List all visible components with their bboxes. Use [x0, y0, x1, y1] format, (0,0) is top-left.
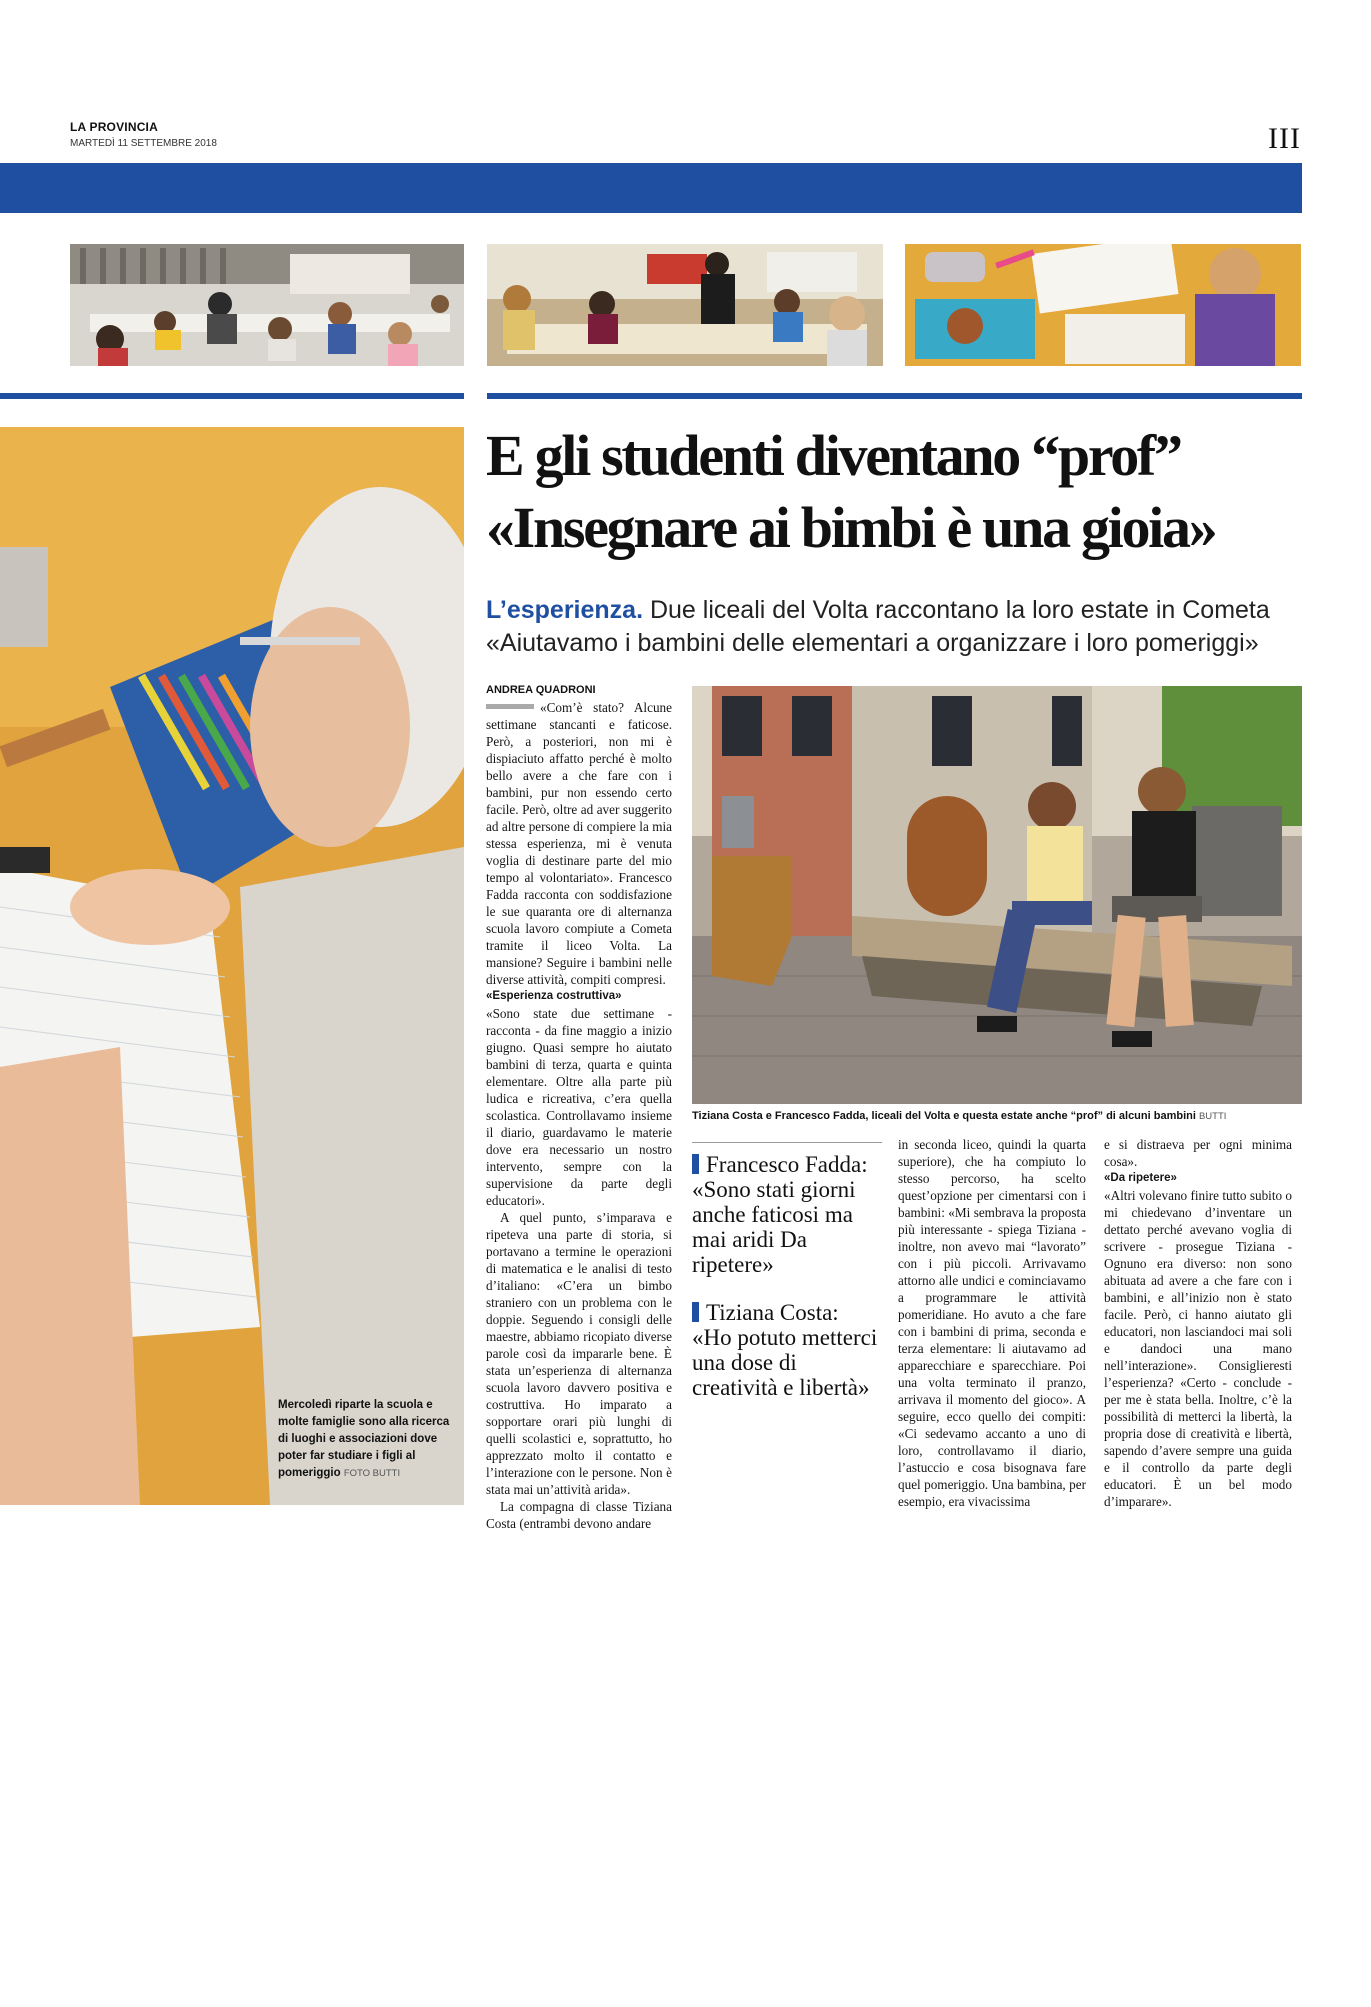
column-3	[898, 1136, 1086, 1510]
quote-tiziana-name: Tiziana Costa:	[706, 1300, 839, 1325]
dateline: MARTEDÌ 11 SETTEMBRE 2018	[70, 138, 217, 149]
subhead-da-ripetere: «Da ripetere»	[1104, 1172, 1177, 1184]
headline	[486, 420, 1306, 564]
quote-francesco	[692, 1152, 882, 1277]
photo-caption-credit: BUTTI	[1198, 1111, 1227, 1122]
masthead: LA PROVINCIA	[70, 120, 158, 134]
main-photo-students	[692, 686, 1302, 1104]
rule-right	[487, 393, 1302, 399]
col4-paragraph-1: e si distraeva per ogni minima cosa».	[1104, 1137, 1292, 1169]
top-photo-activity	[487, 244, 883, 366]
left-photo-caption	[278, 1397, 458, 1482]
byline-rule	[486, 704, 534, 709]
kicker-text-2: «Aiutavamo i bambini delle elementari a organizzare i loro pomeriggi»	[486, 629, 1259, 657]
quote-tiziana-text: «Ho potuto metterci una dose di creatività e libertà»	[692, 1325, 878, 1400]
column-1	[486, 699, 672, 1532]
column-4	[1104, 1136, 1292, 1510]
top-photo-drawing	[905, 244, 1301, 366]
col1-paragraph-1: «Com’è stato? Alcune settimane stancanti e faticose. Però, a posteriori, non mi è dispiaciuto affatto perché è molto bello avere a che fare con i bambini, pur non essendo certo facile. Però, oltre ad aver suggerito ad altre persone di compiere la mia stessa esperienza, mi è venuta voglia di destinare parte del mio tempo al volontariato». Francesco Fadda racconta con soddisfazione le sue quaranta ore di alternanza scuola lavoro compiute a Cometa tramite il liceo Volta. La mansione? Seguire i bambini nelle diverse attività, compiti compresi.	[486, 700, 672, 987]
quote-bar	[692, 1154, 699, 1174]
kicker-text-1: Due liceali del Volta raccontano la loro estate in Cometa	[643, 596, 1270, 624]
headline-line-1: E gli studenti diventano “prof”	[486, 423, 1181, 488]
col3-paragraph-1: in seconda liceo, quindi la quarta superiore), che ha compiuto lo stesso percorso, ha scelto quest’opzione per cimentarsi con i bambini: «Mi sembrava la proposta più interessante - spiega Tiziana - inoltre, non avevo mai “lavorato” con i più piccoli. Arrivavamo attorno alle undici e cominciavamo a programmare le attività pomeridiane. Ho avuto a che fare con i bambini di prima, seconda e terza elementare: li aiutavamo ad apparecchiare e sparecchiare. Poi una volta terminato il pranzo, arrivava il momento del gioco». A seguire, ecco quello dei compiti: «Ci sedevamo accanto a uno di loro, controllavamo il diario, l’astuccio e cosa bisognava fare quel pomeriggio. Una bambina, per esempio, era vivacissima	[898, 1137, 1086, 1509]
left-caption-text: Mercoledì riparte la scuola e molte famiglie sono alla ricerca di luoghi e associazioni dove poter far studiare i figli al pomeriggio	[278, 1399, 450, 1479]
header-blue-band	[0, 163, 1302, 213]
quote-francesco-name: Francesco Fadda:	[706, 1152, 868, 1177]
photo-caption-text: Tiziana Costa e Francesco Fadda, liceali del Volta e questa estate anche “prof” di alcuni bambini	[692, 1110, 1196, 1122]
left-caption-credit: FOTO BUTTI	[343, 1468, 401, 1479]
page-number: III	[1268, 122, 1301, 155]
col1-paragraph-2: «Sono state due settimane - racconta - da fine maggio a inizio giugno. Quasi sempre ho aiutato bambini di terza, quarta e quinta elementare. Oltre alla parte più ludica e ricreativa, c’era quella scolastica. Controllavamo insieme il diario, guardavamo le materie dove era necessario un nostro intervento, sempre con la supervisione da parte degli educatori».	[486, 1006, 672, 1208]
quote-bar	[692, 1302, 699, 1322]
byline: ANDREA QUADRONI	[486, 684, 596, 696]
top-photo-classroom	[70, 244, 464, 366]
quote-top-rule	[692, 1142, 882, 1143]
photo-caption	[692, 1108, 1302, 1125]
rule-left	[0, 393, 464, 399]
headline-line-2: «Insegnare ai bimbi è una gioia»	[486, 495, 1216, 560]
kicker-label: L’esperienza.	[486, 596, 644, 624]
col4-paragraph-2: «Altri volevano finire tutto subito o mi chiedevano d’inventare un dettato perché avevano voglia di scrivere - prosegue Tiziana - Ognuno era diverso: non sono abituata ad avere a che fare con i bambini, e all’inizio non è stato facile. Però, ci hanno aiutato gli educatori, non lasciandoci mai soli e dandoci una mano nell’interazione». Consiglieresti l’esperienza? «Certo - conclude - per me è stata bella. Inoltre, c’è la possibilità di metterci la libertà, la propria dose di creatività e libertà, sapendo d’avere sempre una guida e il controllo da parte degli educatori. È un bel modo d’imparare».	[1104, 1188, 1292, 1509]
quote-tiziana	[692, 1300, 882, 1400]
kicker	[486, 594, 1306, 660]
col1-paragraph-4: La compagna di classe Tiziana Costa (entrambi devono andare	[486, 1499, 672, 1531]
col1-paragraph-3: A quel punto, s’imparava e ripeteva una parte di storia, si portavano a termine le operazioni di matematica e le analisi di testo d’italiano: «C’era un bimbo straniero con un problema con le doppie. Seguendo i consigli delle maestre, abbiamo ricopiato diverse parole così da impararle bene. È stata un’esperienza di alternanza scuola lavoro davvero positiva e costruttiva. Ho imparato a sopportare orari più lunghi di quelli scolastici e, soprattutto, ho apprezzato molto il contatto e l’interazione con le persone. Non è stata mai un’attività arida».	[486, 1210, 672, 1497]
quote-francesco-text: «Sono stati giorni anche faticosi ma mai aridi Da ripetere»	[692, 1177, 856, 1277]
subhead-esperienza: «Esperienza costruttiva»	[486, 990, 622, 1002]
main-photo-homework	[0, 427, 464, 1505]
